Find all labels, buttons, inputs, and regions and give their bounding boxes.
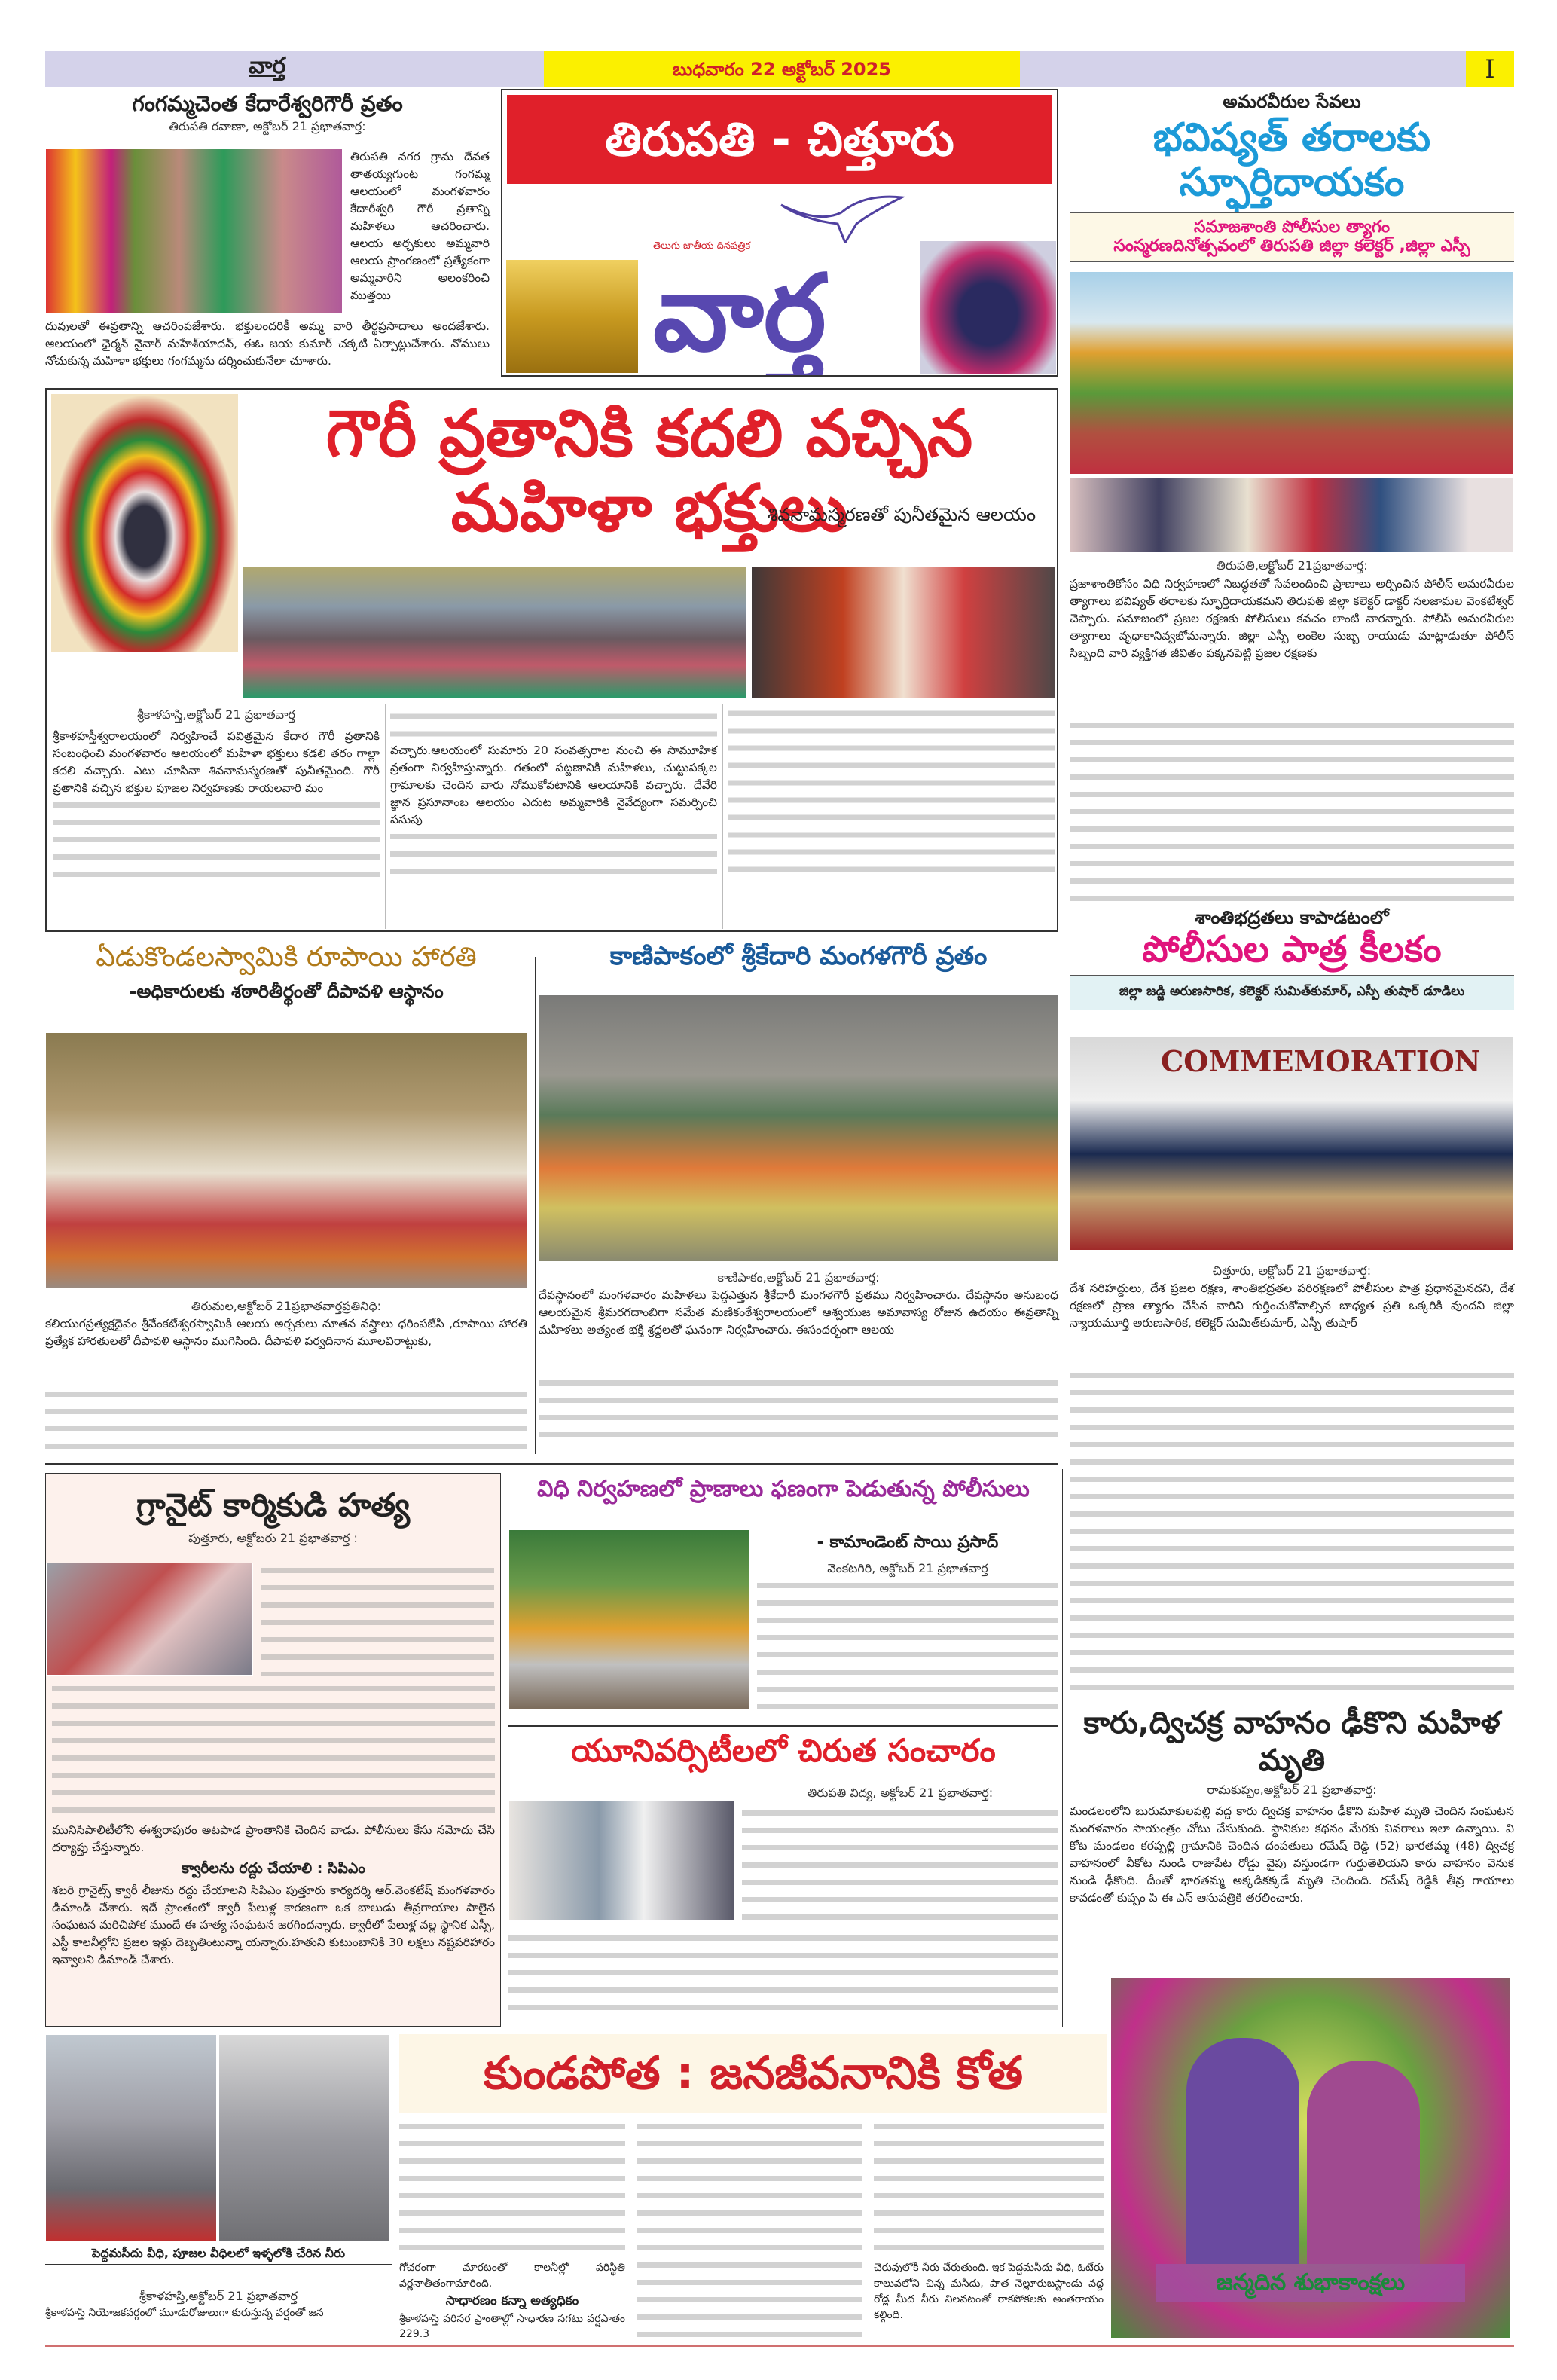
body-4: చెరువులోకి నీరు చేరుతుంది. ఇక పెద్దమసీదు వీధి, ఓటేరు కాలువలోని చిన్న మసీదు, పాత నెల్లూరుబస్టాండు వద్ద రోడ్ల మీద నీరు నిలవటంతో రాకపోకలకు అంతరాయం కల్గింది.: [874, 2262, 1104, 2321]
photo-kanipakam: [539, 994, 1058, 1262]
byline: వెంకటగిరి, అక్టోబర్ 21 ప్రభాతవార్త: [827, 1561, 988, 1575]
photo-felicitation: [1070, 478, 1514, 553]
headline: కాణిపాకంలో శ్రీకేదారి మంగళగౌరీ వ్రతం: [609, 941, 988, 971]
column-divider: [1062, 1469, 1063, 2027]
temple-gopuram-image: [506, 260, 638, 373]
photo-priests: [751, 567, 1056, 698]
page-header: [45, 51, 1514, 87]
body-1: శ్రీకాళహస్తీశ్వరాలయంలో నిర్వహించే పవిత్రమైన కేదార గౌరీ వ్రతానికి సంబంధించి మంగళవారం ఆలయంలో మహిళా భక్తులు కడలి తరం గాల్లా కదలి వచ్చారు. ఎటు చూసినా శివనామస్మరణతో పునీతమైంది. గౌరీ వ్రతానికి వచ్చిన భక్తుల పూజల నిర్వహణకు రాయలవారి మం: [53, 729, 380, 795]
article-accident: [1070, 1704, 1514, 1968]
issue-date: బుధవారం 22 అక్టోబర్ 2025: [544, 51, 1020, 87]
subheadline: సాధారణం కన్నా అత్యధికం: [445, 2293, 579, 2308]
headline: భవిష్యత్ తరాలకు స్ఫూర్తిదాయకం: [1152, 115, 1431, 206]
subheadline: -అధికారులకు శఠారితీర్థంతో దీపావళి ఆస్థానం: [129, 981, 444, 1003]
body: దేశ సరిహద్దులు, దేశ ప్రజల రక్షణ, శాంతిభద్రతల పరిరక్షణలో పోలీసుల పాత్ర ప్రధానమైనదని, దేశ రక్షణలో ప్రాణ త్యాగం చేసిన వారిని గుర్తించుకోవాల్సిన బాధ్యత ప్రతి ఒక్కరికి వుందని జిల్లా న్యాయమూర్తి అరుణసారిక, కలెక్టర్ సుమిత్‌కుమార్, ఎస్పీ తుషార్: [1070, 1282, 1514, 1330]
body-continued: [637, 2119, 862, 2337]
byline: పుత్తూరు, అక్టోబరు 21 ప్రభాతవార్త :: [188, 1531, 358, 1546]
body: మండలంలోని బురుమాకులపల్లి వద్ద కారు ద్విచక్ర వాహనం ఢీకొని మహిళ మృతి చెందిన సంఘటన మంగళవారం సాయంత్రం చోటు చేసుకుంది. స్థానికుల కథనం మేరకు వివరాలు ఇలా ఉన్నాయి. వి కోట మండలం కరప్పల్లి గ్రామానికి చెందిన దంపతులు రమేష్ రెడ్డి (52) భారతమ్మ (48) ద్విచక్ర వాహనంలో వీకోట నుండి రాజుపేట రోడ్డు వైపు వస్తుండగా గుర్తుతెలియని కారు వాహనం వెనుక నుండి ఢీకొంది. దీంతో భారతమ్మ అక్కడికక్కడే మృతి చెందింది. రమేష్ రెడ్డికి తీవ్ర గాయాలు కావడంతో కుప్పం పి ఈ ఎస్ ఆసుపత్రికి తరలించారు.: [1070, 1804, 1514, 1905]
ad-headline: జన్మదిన శుభాకాంక్షలు: [1156, 2264, 1465, 2302]
body: ప్రజాశాంతికోసం విధి నిర్వహణలో నిబద్ధతతో సేవలందించి ప్రాణాలు అర్పించిన పోలీస్ అమరవీరుల త్యాగాలు భవిష్యత్ తరాలకు స్ఫూర్తిదాయకమని తిరుపతి జిల్లా కలెక్టర్ డాక్టర్ సలజామల వెంకటేశ్వర్ చెప్పారు. సమాజంలో ప్రజల రక్షణకు పోలీసులు కవచం లాంటి వారన్నారు. పోలీస్ అమరవీరుల త్యాగాలు వృధాకానివ్వబోమన్నారు. జిల్లా ఎస్పీ లంకెల సుబ్బ రాయుడు మాట్లాడుతూ పోలీస్ సిబ్బంది వారి వ్యక్తిగత జీవితం పక్కనపెట్టి ప్రజల రక్షణకు: [1070, 577, 1514, 660]
headline: కారు,ద్విచక్ర వాహనం ఢీకొని మహిళ మృతి: [1083, 1706, 1501, 1778]
photo-deity: [50, 393, 239, 653]
photo-memorial: [1070, 271, 1514, 475]
body-continued: [399, 2119, 625, 2257]
body: శ్రీకాళహస్తి నియోజకవర్గంలో మూడురోజులుగా కురుస్తున్న వర్షంతో జన: [45, 2307, 324, 2319]
body-continued: [261, 1563, 494, 1676]
body: మునిసిపాలిటీలోని ఈశ్వరాపురం అటపాడ ప్రాంతానికి చెందిన వాడు. పోలీసులు కేసు నమోదు చేసి దర్యాప్తు చేస్తున్నారు.: [52, 1823, 495, 1854]
ganesha-image: [920, 241, 1056, 374]
photo-victim: [46, 1563, 253, 1676]
page-number: I: [1466, 51, 1514, 87]
section-divider: [508, 1725, 1058, 1727]
body-continued: [539, 1375, 1058, 1450]
body: దేవస్థానంలో మంగళవారం మహిళలు పెద్దఎత్తున శ్రీకేదారీ మంగళగౌరీ వ్రతము నిర్వహించారు. దేవస్థానం అనుబంధ ఆలయమైన శ్రీమరగదాంబిగా సమేత మణికంఠేశ్వరాలయంలో ఆశ్వయుజ అమావాస్య రోజున ఉదయం ఈవ్రతాన్ని మహిళలు అత్యంత భక్తి శ్రద్దలతో ఘనంగా నిర్వహించారు. ఈసందర్భంగా ఆలయ: [539, 1288, 1058, 1337]
body-columns: [53, 704, 1055, 929]
subheadline-1: సమాజశాంతి పోలీసుల త్యాగం: [1194, 218, 1390, 237]
photo-meeting: [508, 1801, 734, 1921]
tagline: తెలుగు జాతీయ దినపత్రిక: [653, 240, 751, 252]
byline: రామకుప్పం,అక్టోబర్ 21 ప్రభాతవార్త:: [1207, 1783, 1377, 1797]
subheadline-box: [1070, 212, 1514, 262]
byline: తిరుపతి,అక్టోబర్ 21ప్రభాతవార్త:: [1216, 558, 1368, 573]
article-leopard: [508, 1733, 1058, 2027]
headline: యూనివర్సిటీలలో చిరుత సంచారం: [571, 1732, 996, 1769]
headline: గ్రానైట్ కార్మికుడి హత్య: [136, 1486, 411, 1523]
photo-flooded-lane: [218, 2034, 390, 2241]
body-continued: [757, 1578, 1058, 1713]
article-kanipakam: [539, 942, 1058, 1454]
photo-tirumala: [45, 1032, 527, 1288]
body-continued: [1070, 717, 1514, 904]
photo-caption: శివనామస్మరణతో పునీతమైన ఆలయం: [768, 504, 1036, 525]
body-bottom: దువులతో ఈవ్రతాన్ని ఆచరింపజేశారు. భక్తులందరికీ అమ్మ వారి తీర్థప్రసాదాలు అందజేశారు. ఆలయంలో ఛైర్మన్ నైనార్ మహేశ్‌యాదవ్, ఈఓ జయ కుమార్ చక్కటి ఏర్పాట్లుచేశారు. నోములు నోచుకున్న మహిళా భక్తులు గంగమ్మను దర్శించుకునేలా చూశారు.: [45, 319, 490, 368]
subheadline-2: సంస్మరణదినోత్సవంలో తిరుపతి జిల్లా కలెక్టర్ ,జిల్లా ఎస్పీ: [1113, 237, 1470, 256]
body: కలియుగప్రత్యక్షదైవం శ్రీవేంకటేశ్వరస్వామికి ఆలయ అర్చకులు నూతన వస్త్రాలు ధరింపజేసి ,రూపాయి హారతి ప్రత్యేక హారతులతో దీపావళి ఆస్థానం ముగిసింది. దీపావళి పర్వదినాన మూలవిరాట్టుకు,: [45, 1317, 527, 1348]
article-police-role: [1070, 908, 1514, 1691]
column-divider: [535, 957, 536, 1454]
article-amaraveerula: [1070, 92, 1514, 906]
body-2: శబరి గ్రానైట్స్ క్వారీ లీజును రద్దు చేయాలని సిపిఎం పుత్తూరు కార్యదర్శి ఆర్.వెంకటేష్ మంగళవారం డిమాండ్ చేశారు. ఇదే ప్రాంతంలో క్వారీ పేలుళ్ల కారణంగా ఒక బాలుడు తీవ్రగాయాల పాలైన సంఘటన మరిచిపోక ముందే ఈ హత్య సంఘటన జరగిందన్నారు. క్వారీలో పేలుళ్ల వల్ల స్థానిక ఎస్సీ, ఎస్టీ కాలనీల్లోని ప్రజల ఇళ్లు దెబ్బతింటున్నా యన్నారు.హతుని కుటుంబానికి 30 లక్షలు నష్టపరిహారం ఇవ్వాలని డిమాండ్ చేశారు.: [52, 1884, 495, 1966]
article-granite: [45, 1473, 501, 2027]
body-side: తిరుపతి నగర గ్రామ దేవత తాతయ్యగుంట గంగమ్మ ఆలయంలో మంగళవారం కేదారీశ్వరి గౌరీ వ్రతాన్ని మహిళలు ఆచరించారు. ఆలయ అర్చకులు అమ్మవారి ఆలయ ప్రాంగణంలో ప్రత్యేకంగా అమ్మవారిని అలంకరించి ముత్తయి: [350, 150, 490, 302]
photo-caption: పెద్దమసీదు వీధి, పూజల వీధిలలో ఇళ్ళలోకి చేరిన నీరు: [45, 2245, 392, 2265]
subheadline: - కామాండెంట్ సాయి ప్రసాద్: [817, 1533, 999, 1552]
headline: గంగమ్మచెంత కేదారేశ్వరిగౌరీ వ్రతం: [132, 91, 403, 116]
body-3: శ్రీకాళహస్తి పరిసర ప్రాంతాల్లో సాధారణ సగటు వర్షపాతం 229.3: [399, 2313, 625, 2340]
subheadline: క్వారీలను రద్దు చేయాలి : సిపిఎం: [181, 1860, 366, 1877]
headline: గౌరీ వ్రతానికి కదలి వచ్చిన మహిళా భక్తులు: [325, 396, 973, 546]
paper-logo: వార్త: [249, 53, 286, 79]
byline: శ్రీకాళహస్తి,అక్టోబర్ 21 ప్రభాతవార్త: [137, 707, 295, 722]
article-tirumala: [45, 942, 527, 1454]
ad-person-woman: [1307, 2061, 1420, 2264]
page-bottom-rule: [45, 2345, 1514, 2347]
body-continued: [1070, 1367, 1514, 1690]
ad-person-man: [1186, 2038, 1299, 2264]
body-continued: [52, 1681, 495, 1816]
region-title: తిరుపతి - చిత్తూరు: [507, 95, 1052, 184]
regional-masthead: [501, 89, 1058, 377]
headline: ఏడుకొండలస్వామికి రూపాయి హారతి: [96, 942, 477, 973]
advertisement-birthday: [1111, 1978, 1510, 2338]
kicker: అమరవీరుల సేవలు: [1223, 91, 1361, 112]
photo-devotees: [243, 567, 747, 698]
headline: విధి నిర్వహణలో ప్రాణాలు ఫణంగా పెడుతున్న పోలీసులు: [537, 1476, 1030, 1502]
byline: చిత్తూరు, అక్టోబర్ 21 ప్రభాతవార్త:: [1212, 1263, 1372, 1278]
body-2: గోచరంగా మారటంతో కాలనీల్లో పరిస్థితి వర్ణనాతీతంగామారింది.: [399, 2262, 625, 2290]
photo-commemoration: [1070, 1036, 1514, 1251]
photo-wreath: [508, 1529, 749, 1710]
article-rain: [45, 2034, 1107, 2343]
section-divider: [45, 1463, 1058, 1465]
article-gowri-vratam: [45, 388, 1058, 932]
body-continued: [874, 2119, 1104, 2257]
subheadline: జిల్లా జడ్జి అరుణసారిక, కలెక్టర్ సుమిత్‌కుమార్, ఎస్పీ తుషార్ డూడిలు: [1070, 975, 1514, 1010]
byline: తిరుపతి విద్య, అక్టోబర్ 21 ప్రభాతవార్త:: [807, 1786, 994, 1800]
headline: కుండపోత : జనజీవనానికి కోత: [483, 2047, 1024, 2100]
banner-text: COMMEMORATION: [1161, 1044, 1481, 1078]
kicker: శాంతిభద్రతలు కాపాడటంలో: [1195, 907, 1389, 928]
headline-box: [399, 2034, 1107, 2113]
headline: పోలీసుల పాత్ర కీలకం: [1142, 927, 1442, 970]
photo-street: [45, 2034, 217, 2241]
body-continued: [508, 1930, 1058, 2013]
byline: శ్రీకాళహస్తి,అక్టోబర్ 21 ప్రభాతవార్త: [139, 2289, 298, 2303]
article-police-duty: [508, 1477, 1058, 1725]
dove-icon: [774, 190, 909, 243]
body-continued: [45, 1386, 527, 1451]
masthead-logo: వార్త: [653, 252, 826, 375]
byline: కాణిపాకం,అక్టోబర్ 21 ప్రభాతవార్త:: [717, 1270, 880, 1285]
body-2: వచ్చారు.ఆలయంలో సుమారు 20 సంవత్సరాల నుంచి ఈ సామూహిక వ్రతంగా నిర్వహిస్తున్నారు. గతంలో పట్టణానికి మహిళలు, చుట్టుపక్కల గ్రామాలకు చెందిన వారు నోముకోవటానికి ఆలయానికి వచ్చారు. దేవేరి జ్ఞాన ప్రసూనాంబ ఆలయం ఎదుట అమ్మవారికి నైవేద్యంగా సమర్పించి పసుపు: [390, 744, 717, 827]
article-gangamma: [45, 92, 490, 378]
photo-gangamma: [45, 148, 343, 314]
byline: తిరుమల,అక్టోబర్ 21ప్రభాతవార్తప్రతినిధి:: [191, 1299, 382, 1313]
byline: తిరుపతి రవాణా, అక్టోబర్ 21 ప్రభాతవార్త:: [169, 119, 366, 134]
body-continued: [742, 1805, 1058, 1926]
